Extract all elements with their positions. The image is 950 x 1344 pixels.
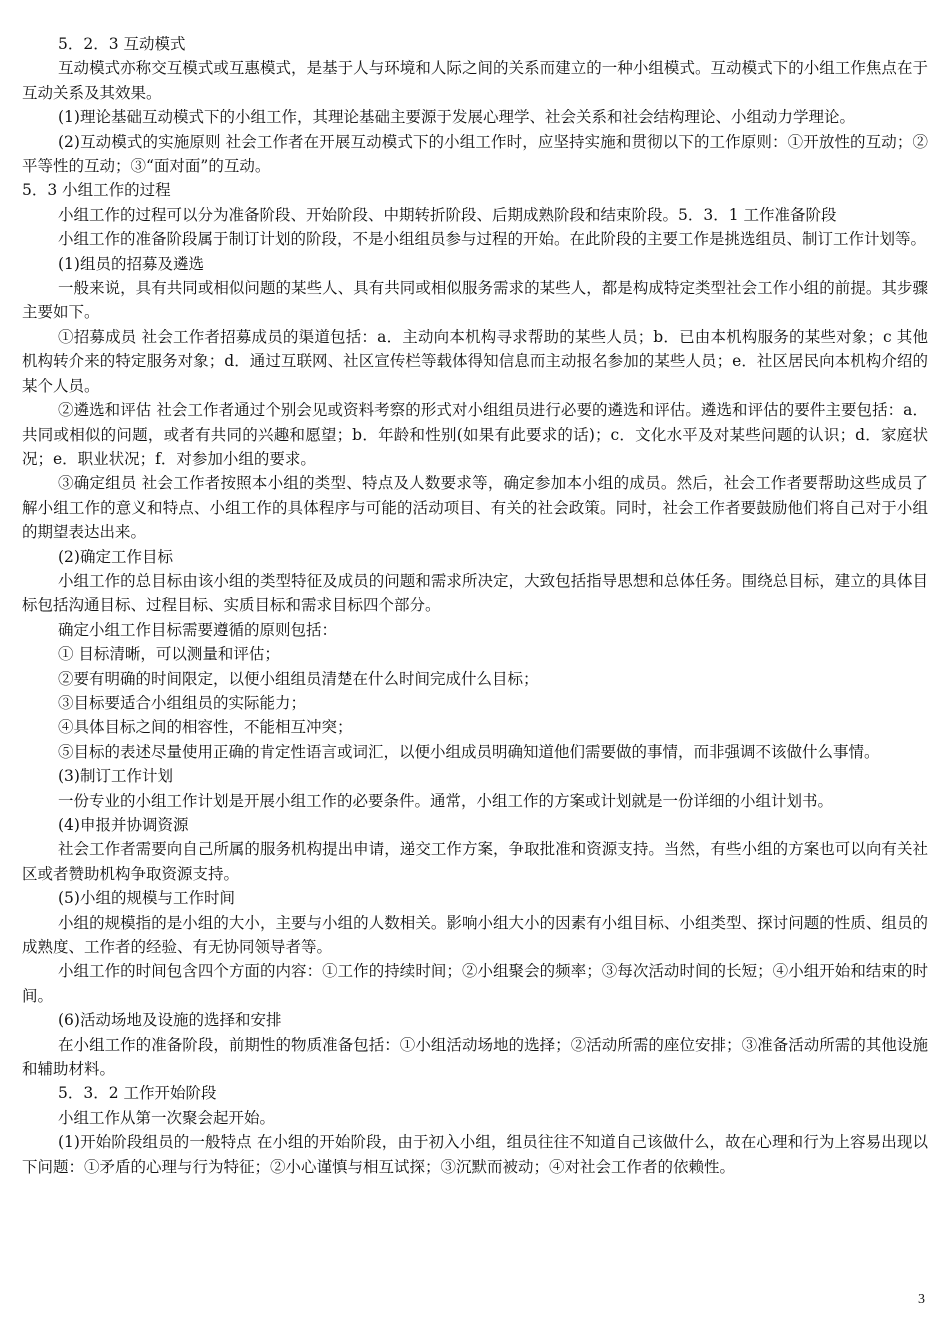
paragraph: (1)组员的招募及遴选 [58, 254, 204, 273]
document-body [22, 32, 928, 1179]
paragraph: 一般来说，具有共同或相似问题的某些人、具有共同或相似服务需求的某些人，都是构成特定类型社会工作小组的前提。其步骤主要如下。 [22, 279, 928, 322]
paragraph: ②要有明确的时间限定，以便小组组员清楚在什么时间完成什么目标； [58, 669, 539, 688]
paragraph: 5．2．3 互动模式 [58, 35, 186, 53]
paragraph: (3)制订工作计划 [58, 767, 173, 786]
paragraph: 5．3 小组工作的过程 [22, 181, 171, 200]
paragraph: (5)小组的规模与工作时间 [58, 889, 235, 908]
paragraph: ① 目标清晰，可以测量和评估； [58, 645, 280, 664]
paragraph: 小组工作的准备阶段属于制订计划的阶段，不是小组组员参与过程的开始。在此阶段的主要工作是挑选组员、制订工作计划等。 [58, 230, 927, 249]
paragraph: 小组工作的时间包含四个方面的内容：①工作的持续时间；②小组聚会的频率；③每次活动时间的长短；④小组开始和结束的时间。 [22, 962, 928, 1005]
paragraph: (2)确定工作目标 [58, 547, 173, 566]
paragraph: ①招募成员 社会工作者招募成员的渠道包括：a．主动向本机构寻求帮助的某些人员；b．已由本机构服务的某些对象；c 其他机构转介来的特定服务对象；d．通过互联网、社区宣传栏等载体得知信息而主动报名参加的某些人员；e．社区居民向本机构介绍的某个人员。 [22, 327, 928, 395]
paragraph: 社会工作者需要向自己所属的服务机构提出申请，递交工作方案，争取批准和资源支持。当然，有些小组的方案也可以向有关社区或者赞助机构争取资源支持。 [22, 840, 928, 883]
paragraph: 小组工作的过程可以分为准备阶段、开始阶段、中期转折阶段、后期成熟阶段和结束阶段。5．3．1 工作准备阶段 [58, 205, 837, 224]
paragraph: ④具体目标之间的相容性，不能相互冲突； [58, 718, 353, 737]
paragraph: 5．3．2 工作开始阶段 [58, 1084, 217, 1103]
paragraph: 小组工作的总目标由该小组的类型特征及成员的问题和需求所决定，大致包括指导思想和总体任务。围绕总目标，建立的具体目标包括沟通目标、过程目标、实质目标和需求目标四个部分。 [22, 571, 928, 615]
paragraph: 小组工作从第一次聚会起开始。 [58, 1108, 276, 1127]
paragraph: ⑤目标的表述尽量使用正确的肯定性语言或词汇，以便小组成员明确知道他们需要做的事情，而非强调不该做什么事情。 [58, 742, 880, 761]
paragraph: ②遴选和评估 社会工作者通过个别会见或资料考察的形式对小组组员进行必要的遴选和评估。遴选和评估的要件主要包括：a．共同或相似的问题，或者有共同的兴趣和愿望；b．年龄和性别(如果有此要求的话)；c．文化水平及对某些问题的认识；d．家庭状况；e．职业状况；f．对参加小组的要求。 [22, 401, 928, 468]
paragraph: ③目标要适合小组组员的实际能力； [58, 693, 307, 712]
paragraph: (4)申报并协调资源 [58, 816, 189, 834]
paragraph: ③确定组员 社会工作者按照本小组的类型、特点及人数要求等，确定参加本小组的成员。然后，社会工作者要帮助这些成员了解小组工作的意义和特点、小组工作的具体程序与可能的活动项目、有关的社会政策。同时，社会工作者要鼓励他们将自己对于小组的期望表达出来。 [22, 474, 928, 542]
paragraph: (1)开始阶段组员的一般特点 在小组的开始阶段，由于初入小组，组员往往不知道自己该做什么，故在心理和行为上容易出现以下问题：①矛盾的心理与行为特征；②小心谨慎与相互试探；③沉默而被动；④对社会工作者的依赖性。 [22, 1133, 928, 1176]
paragraph: 小组的规模指的是小组的大小，主要与小组的人数相关。影响小组大小的因素有小组目标、小组类型、探讨问题的性质、组员的成熟度、工作者的经验、有无协同领导者等。 [22, 913, 928, 957]
paragraph: (6)活动场地及设施的选择和安排 [58, 1011, 282, 1030]
paragraph: (2)互动模式的实施原则 社会工作者在开展互动模式下的小组工作时，应坚持实施和贯彻以下的工作原则：①开放性的互动；②平等性的互动；③“面对面”的互动。 [22, 132, 928, 176]
paragraph: 在小组工作的准备阶段，前期性的物质准备包括：①小组活动场地的选择；②活动所需的座位安排；③准备活动所需的其他设施和辅助材料。 [22, 1035, 928, 1079]
paragraph: 一份专业的小组工作计划是开展小组工作的必要条件。通常，小组工作的方案或计划就是一份详细的小组计划书。 [58, 791, 834, 810]
page-number: 3 [918, 1292, 925, 1307]
paragraph: 互动模式亦称交互模式或互惠模式，是基于人与环境和人际之间的关系而建立的一种小组模式。互动模式下的小组工作焦点在于互动关系及其效果。 [22, 59, 928, 102]
paragraph: 确定小组工作目标需要遵循的原则包括： [58, 620, 338, 639]
paragraph: (1)理论基础互动模式下的小组工作，其理论基础主要源于发展心理学、社会关系和社会结构理论、小组动力学理论。 [58, 108, 855, 127]
